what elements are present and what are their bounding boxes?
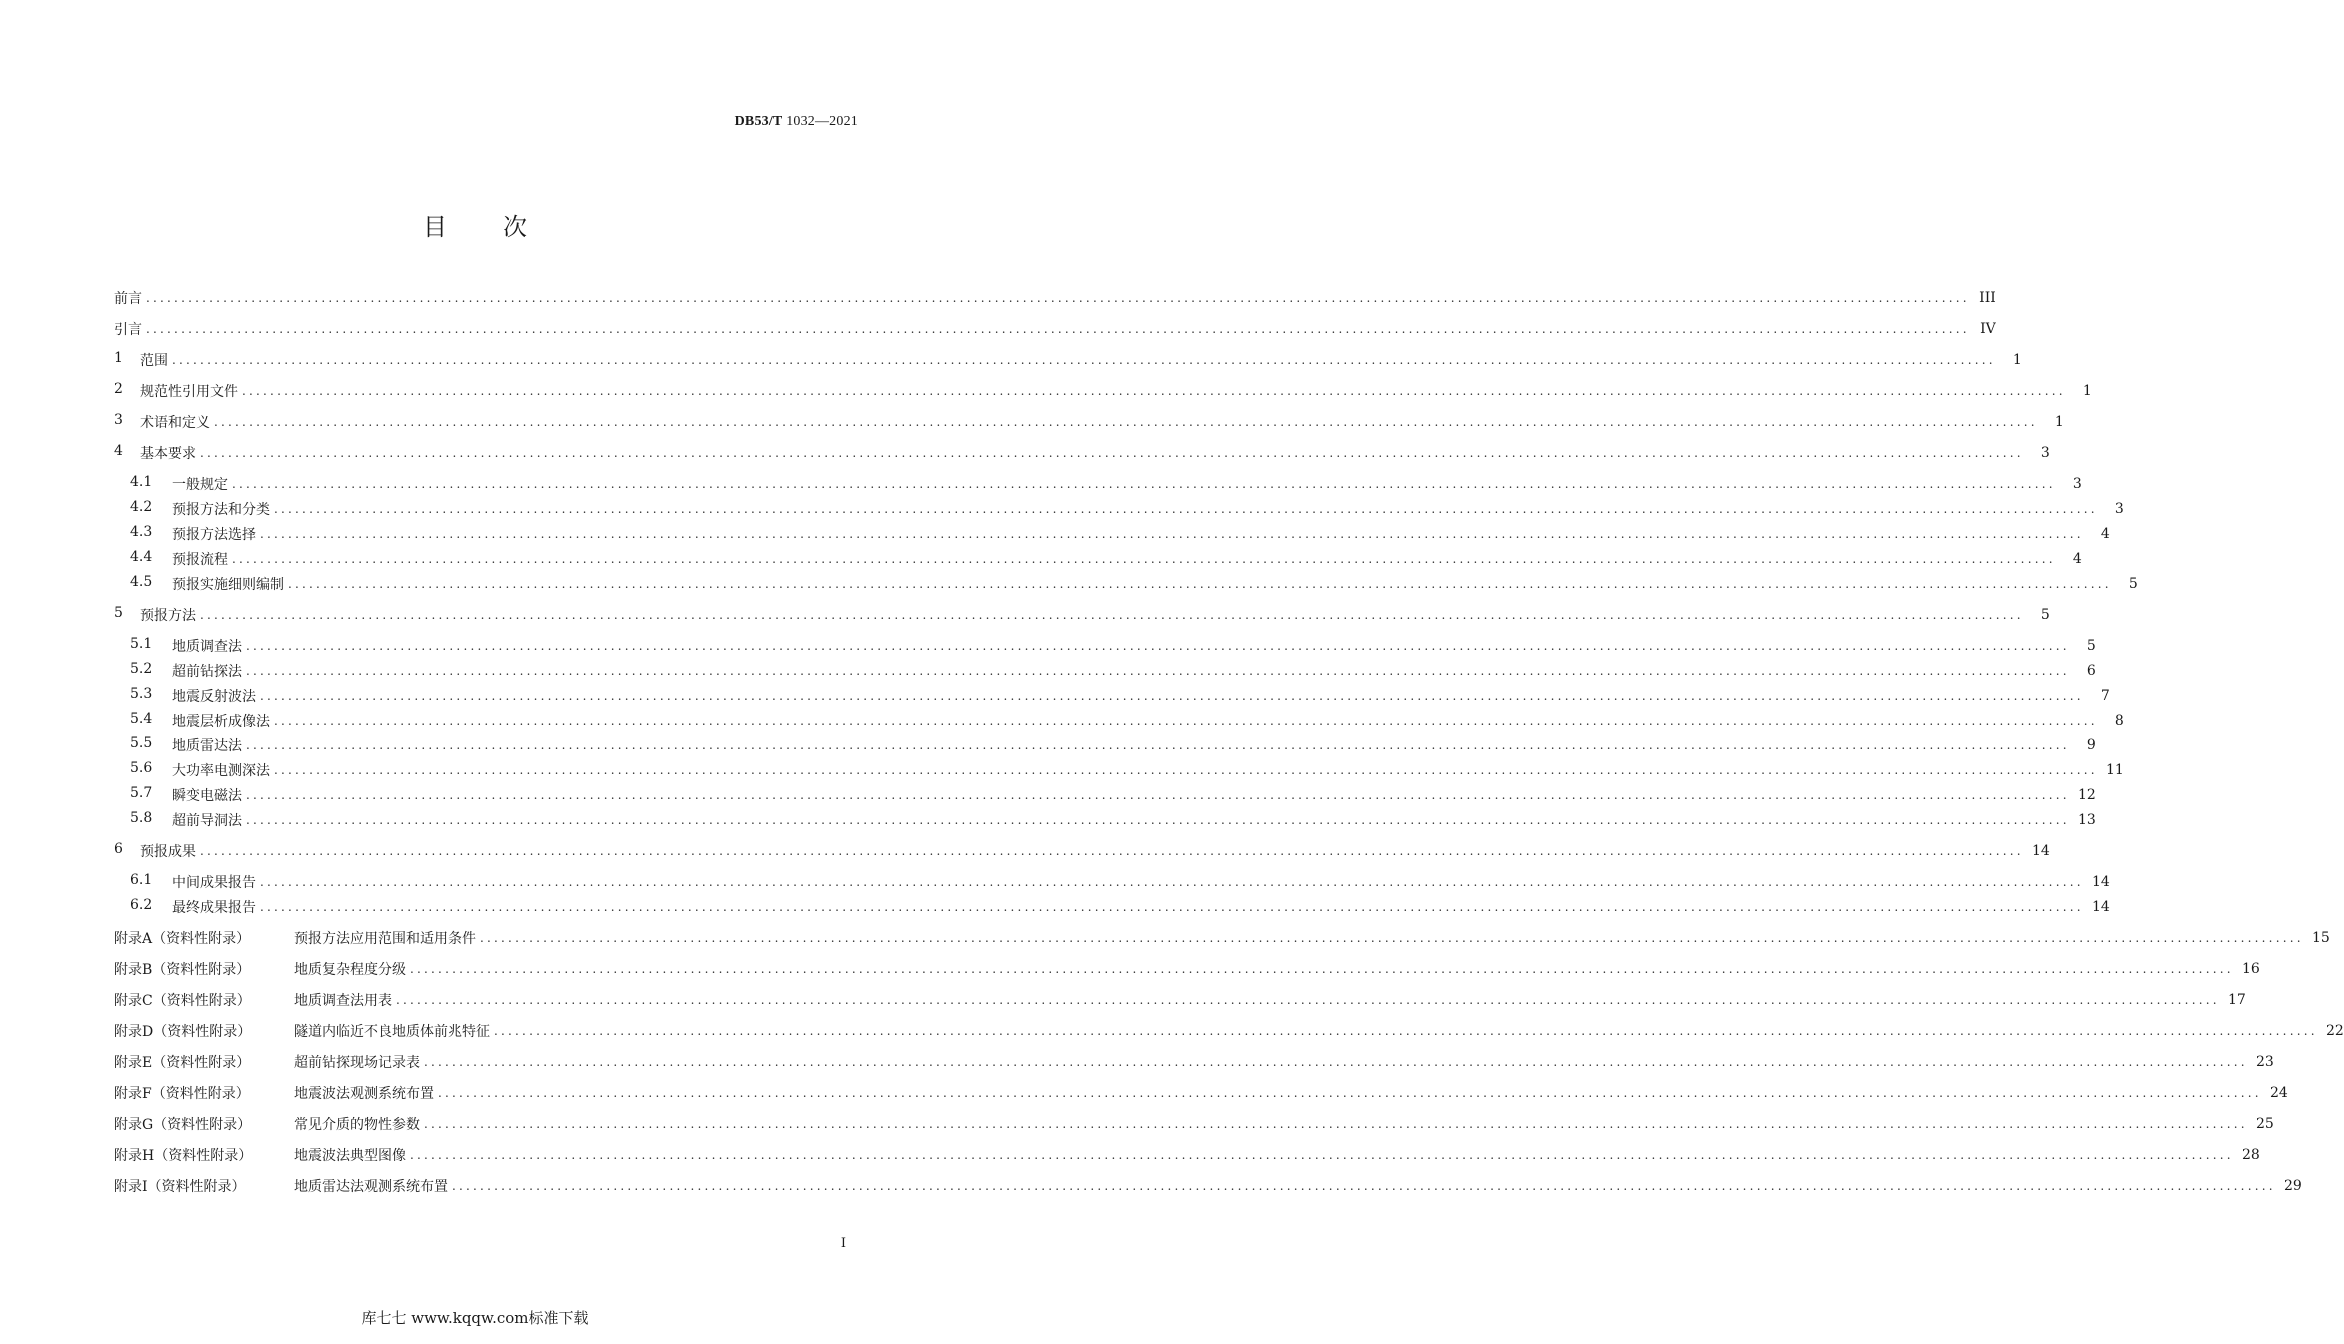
toc-entry[interactable] xyxy=(130,759,2124,781)
standard-year: 1032—2021 xyxy=(786,114,858,129)
toc-entry-title: 地震反射波法 xyxy=(172,689,256,705)
toc-entry-page: 9 xyxy=(2086,737,2096,753)
toc-entry-page: 12 xyxy=(2077,787,2096,803)
toc-entry-label xyxy=(130,897,256,917)
toc-leader-dots: .................................................................................................................................................................................................................................................................... xyxy=(232,477,2056,491)
toc-entry-page: 13 xyxy=(2077,812,2096,828)
toc-entry[interactable] xyxy=(114,1175,2302,1197)
toc-entry[interactable] xyxy=(114,318,1996,340)
toc-entry-number: 5 xyxy=(114,605,123,621)
toc-entry-page: 6 xyxy=(2086,663,2096,679)
toc-entry-number: 6.1 xyxy=(130,872,153,888)
toc-entry-label xyxy=(114,319,142,339)
toc-entry-title: 最终成果报告 xyxy=(172,900,256,916)
toc-entry-page: 4 xyxy=(2100,526,2110,542)
toc-entry-number: 4.5 xyxy=(130,574,153,590)
toc-entry-title: 超前钻探法 xyxy=(172,664,242,680)
toc-entry-title: 地质雷达法观测系统布置 xyxy=(294,1179,448,1195)
toc-leader-dots: .................................................................................................................................................................................................................................................................... xyxy=(480,931,2304,945)
toc-entry-number: 2 xyxy=(114,381,123,397)
toc-entry[interactable] xyxy=(114,604,2050,626)
toc-entry-title: 一般规定 xyxy=(172,477,228,493)
toc-entry[interactable] xyxy=(130,710,2124,732)
toc-entry-label xyxy=(130,686,256,706)
toc-entry[interactable] xyxy=(130,784,2096,806)
toc-leader-dots: .................................................................................................................................................................................................................................................................... xyxy=(396,993,2220,1007)
toc-entry[interactable] xyxy=(114,1144,2260,1166)
toc-leader-dots: .................................................................................................................................................................................................................................................................... xyxy=(260,689,2084,703)
toc-entry[interactable] xyxy=(114,1051,2274,1073)
toc-leader-dots: .................................................................................................................................................................................................................................................................... xyxy=(232,552,2056,566)
toc-entry-label xyxy=(130,499,270,519)
toc-entry[interactable] xyxy=(114,927,2330,949)
toc-entry-label xyxy=(130,735,242,755)
toc-entry-page: 15 xyxy=(2311,930,2330,946)
toc-entry-page: 5 xyxy=(2040,607,2050,623)
toc-entry[interactable] xyxy=(114,1082,2288,1104)
toc-entry-page: 3 xyxy=(2114,501,2124,517)
toc-entry-number: 附录H（资料性附录） xyxy=(114,1148,253,1164)
toc-entry-page: IV xyxy=(1980,321,1996,337)
toc-entry-title: 地震波法典型图像 xyxy=(294,1148,406,1164)
toc-entry-label xyxy=(114,1021,490,1041)
toc-entry-title: 中间成果报告 xyxy=(172,875,256,891)
toc-leader-dots: .................................................................................................................................................................................................................................................................... xyxy=(424,1117,2248,1131)
toc-leader-dots: .................................................................................................................................................................................................................................................................... xyxy=(246,813,2070,827)
toc-entry-label xyxy=(114,605,196,625)
toc-leader-dots: .................................................................................................................................................................................................................................................................... xyxy=(410,1148,2234,1162)
toc-entry-label xyxy=(114,1083,434,1103)
toc-entry-title: 隧道内临近不良地质体前兆特征 xyxy=(294,1024,490,1040)
toc-entry-number: 附录F（资料性附录） xyxy=(114,1086,250,1102)
toc-entry-page: 25 xyxy=(2255,1116,2274,1132)
toc-entry-page: 1 xyxy=(2082,383,2092,399)
footer-watermark: 库七七 www.kqqw.com标准下载 xyxy=(361,1309,589,1327)
toc-entry-number: 6.2 xyxy=(130,897,153,913)
toc-entry[interactable] xyxy=(114,442,2050,464)
toc-entry-title: 地震层析成像法 xyxy=(172,714,270,730)
toc-entry-page: 1 xyxy=(2012,352,2022,368)
toc-entry-label xyxy=(114,1145,406,1165)
toc-entry-title: 地质复杂程度分级 xyxy=(294,962,406,978)
toc-entry[interactable] xyxy=(114,989,2246,1011)
toc-entry-title: 常见介质的物性参数 xyxy=(294,1117,420,1133)
toc-entry-number: 4.1 xyxy=(130,474,153,490)
toc-entry[interactable] xyxy=(130,635,2096,657)
toc-leader-dots: .................................................................................................................................................................................................................................................................... xyxy=(410,962,2234,976)
toc-entry[interactable] xyxy=(130,573,2138,595)
toc-entry[interactable] xyxy=(114,349,2022,371)
toc-entry-title: 地质调查法 xyxy=(172,639,242,655)
toc-leader-dots: .................................................................................................................................................................................................................................................................... xyxy=(242,384,2066,398)
toc-entry-number: 5.2 xyxy=(130,661,153,677)
toc-entry-title: 预报实施细则编制 xyxy=(172,577,284,593)
toc-entry-page: 4 xyxy=(2072,551,2082,567)
toc-entry-title: 地质雷达法 xyxy=(172,738,242,754)
toc-leader-dots: .................................................................................................................................................................................................................................................................... xyxy=(214,415,2038,429)
toc-entry-number: 5.1 xyxy=(130,636,153,652)
toc-entry[interactable] xyxy=(130,685,2110,707)
toc-entry-label xyxy=(130,785,242,805)
toc-leader-dots: .................................................................................................................................................................................................................................................................... xyxy=(424,1055,2248,1069)
toc-entry-title: 基本要求 xyxy=(140,446,196,462)
toc-entry-title: 预报方法应用范围和适用条件 xyxy=(294,931,476,947)
toc-entry-number: 附录D（资料性附录） xyxy=(114,1024,252,1040)
toc-entry[interactable] xyxy=(114,958,2260,980)
toc-entry[interactable] xyxy=(114,287,1996,309)
toc-leader-dots: .................................................................................................................................................................................................................................................................... xyxy=(288,577,2112,591)
toc-entry-page: 5 xyxy=(2128,576,2138,592)
toc-entry-label xyxy=(114,990,392,1010)
toc-entry-page: 29 xyxy=(2283,1178,2302,1194)
toc-entry-number: 5.5 xyxy=(130,735,153,751)
toc-entry-title: 术语和定义 xyxy=(140,415,210,431)
toc-entry-number: 4.3 xyxy=(130,524,153,540)
toc-entry-page: 8 xyxy=(2114,713,2124,729)
toc-entry-label xyxy=(114,1052,420,1072)
toc-entry-label xyxy=(114,443,196,463)
toc-entry[interactable] xyxy=(130,660,2096,682)
toc-entry[interactable] xyxy=(130,896,2110,918)
toc-leader-dots: .................................................................................................................................................................................................................................................................... xyxy=(274,714,2098,728)
toc-entry-label xyxy=(130,574,284,594)
toc-entry-page: 11 xyxy=(2105,762,2124,778)
toc-leader-dots: .................................................................................................................................................................................................................................................................... xyxy=(260,875,2084,889)
toc-entry-label xyxy=(130,636,242,656)
toc-leader-dots: .................................................................................................................................................................................................................................................................... xyxy=(200,844,2024,858)
standard-code: DB53/T xyxy=(734,114,783,129)
toc-entry-page: 22 xyxy=(2325,1023,2344,1039)
table-of-contents xyxy=(114,0,2344,1344)
toc-entry-label xyxy=(130,711,270,731)
toc-entry-title: 预报成果 xyxy=(140,844,196,860)
toc-entry-number: 4.2 xyxy=(130,499,153,515)
toc-entry-label xyxy=(114,350,168,370)
toc-leader-dots: .................................................................................................................................................................................................................................................................... xyxy=(200,446,2024,460)
toc-entry-page: 3 xyxy=(2072,476,2082,492)
toc-leader-dots: .................................................................................................................................................................................................................................................................... xyxy=(438,1086,2262,1100)
toc-entry-label xyxy=(114,841,196,861)
toc-leader-dots: .................................................................................................................................................................................................................................................................... xyxy=(200,608,2024,622)
toc-leader-dots: .................................................................................................................................................................................................................................................................... xyxy=(246,788,2070,802)
toc-entry[interactable] xyxy=(114,1113,2274,1135)
toc-entry-label xyxy=(130,872,256,892)
toc-entry-label xyxy=(114,412,210,432)
toc-entry-label xyxy=(130,474,228,494)
toc-entry-number: 附录E（资料性附录） xyxy=(114,1055,251,1071)
toc-entry-page: III xyxy=(1979,290,1996,306)
toc-entry-number: 3 xyxy=(114,412,123,428)
toc-leader-dots: .................................................................................................................................................................................................................................................................... xyxy=(246,639,2070,653)
toc-entry-label xyxy=(114,959,406,979)
toc-leader-dots: .................................................................................................................................................................................................................................................................... xyxy=(260,527,2084,541)
toc-leader-dots: .................................................................................................................................................................................................................................................................... xyxy=(246,664,2070,678)
toc-entry[interactable] xyxy=(114,840,2050,862)
toc-leader-dots: .................................................................................................................................................................................................................................................................... xyxy=(494,1024,2318,1038)
toc-entry-label xyxy=(114,1114,420,1134)
toc-entry-page: 14 xyxy=(2031,843,2050,859)
toc-entry-page: 14 xyxy=(2091,899,2110,915)
toc-entry[interactable] xyxy=(114,411,2064,433)
toc-leader-dots: .................................................................................................................................................................................................................................................................... xyxy=(146,291,1970,305)
toc-entry-title: 超前钻探现场记录表 xyxy=(294,1055,420,1071)
toc-entry[interactable] xyxy=(130,734,2096,756)
toc-entry-number: 5.4 xyxy=(130,711,153,727)
toc-entry-number: 5.3 xyxy=(130,686,153,702)
toc-entry-title: 前言 xyxy=(114,291,142,307)
toc-entry[interactable] xyxy=(130,809,2096,831)
page-title: 目次 xyxy=(423,213,583,241)
toc-entry-title: 规范性引用文件 xyxy=(140,384,238,400)
toc-entry-title: 预报流程 xyxy=(172,552,228,568)
toc-entry-title: 引言 xyxy=(114,322,142,338)
toc-entry-title: 地震波法观测系统布置 xyxy=(294,1086,434,1102)
toc-entry-number: 5.7 xyxy=(130,785,153,801)
toc-leader-dots: .................................................................................................................................................................................................................................................................... xyxy=(246,738,2070,752)
toc-entry-number: 附录C（资料性附录） xyxy=(114,993,251,1009)
toc-leader-dots: .................................................................................................................................................................................................................................................................... xyxy=(452,1179,2276,1193)
toc-entry-page: 16 xyxy=(2241,961,2260,977)
toc-leader-dots: .................................................................................................................................................................................................................................................................... xyxy=(146,322,1970,336)
toc-entry-page: 14 xyxy=(2091,874,2110,890)
toc-entry-title: 预报方法 xyxy=(140,608,196,624)
toc-entry-title: 大功率电测深法 xyxy=(172,763,270,779)
toc-entry-page: 5 xyxy=(2086,638,2096,654)
toc-entry-page: 3 xyxy=(2040,445,2050,461)
toc-entry[interactable] xyxy=(114,1020,2344,1042)
toc-entry-number: 4 xyxy=(114,443,123,459)
toc-entry-title: 地质调查法用表 xyxy=(294,993,392,1009)
toc-entry-title: 瞬变电磁法 xyxy=(172,788,242,804)
toc-leader-dots: .................................................................................................................................................................................................................................................................... xyxy=(172,353,1996,367)
toc-leader-dots: .................................................................................................................................................................................................................................................................... xyxy=(260,900,2084,914)
toc-entry-label xyxy=(130,661,242,681)
toc-entry-label xyxy=(114,381,238,401)
toc-entry-page: 24 xyxy=(2269,1085,2288,1101)
page-number: I xyxy=(840,1236,846,1251)
toc-entry-title: 超前导洞法 xyxy=(172,813,242,829)
toc-entry[interactable] xyxy=(130,498,2124,520)
toc-entry-page: 28 xyxy=(2241,1147,2260,1163)
toc-entry-label xyxy=(130,760,270,780)
toc-entry-number: 5.8 xyxy=(130,810,153,826)
toc-entry[interactable] xyxy=(114,380,2092,402)
toc-entry[interactable] xyxy=(130,871,2110,893)
toc-entry-title: 预报方法选择 xyxy=(172,527,256,543)
toc-entry-label xyxy=(114,1176,448,1196)
toc-entry-number: 附录G（资料性附录） xyxy=(114,1117,252,1133)
toc-entry-number: 附录I（资料性附录） xyxy=(114,1179,246,1195)
toc-entry-page: 1 xyxy=(2054,414,2064,430)
toc-entry-page: 7 xyxy=(2100,688,2110,704)
toc-entry-title: 范围 xyxy=(140,353,168,369)
toc-entry[interactable] xyxy=(130,523,2110,545)
toc-entry-title: 预报方法和分类 xyxy=(172,502,270,518)
toc-entry-number: 附录A（资料性附录） xyxy=(114,931,251,947)
toc-entry-number: 1 xyxy=(114,350,123,366)
toc-entry-page: 23 xyxy=(2255,1054,2274,1070)
toc-entry-number: 附录B（资料性附录） xyxy=(114,962,251,978)
toc-entry-number: 6 xyxy=(114,841,123,857)
toc-leader-dots: .................................................................................................................................................................................................................................................................... xyxy=(274,763,2098,777)
toc-entry[interactable] xyxy=(130,548,2082,570)
toc-entry-label xyxy=(114,288,142,308)
toc-entry-label xyxy=(130,549,228,569)
toc-entry-page: 17 xyxy=(2227,992,2246,1008)
toc-entry-label xyxy=(130,810,242,830)
toc-entry-number: 4.4 xyxy=(130,549,153,565)
toc-leader-dots: .................................................................................................................................................................................................................................................................... xyxy=(274,502,2098,516)
toc-entry-number: 5.6 xyxy=(130,760,153,776)
toc-entry[interactable] xyxy=(130,473,2082,495)
toc-entry-label xyxy=(114,928,476,948)
toc-entry-label xyxy=(130,524,256,544)
